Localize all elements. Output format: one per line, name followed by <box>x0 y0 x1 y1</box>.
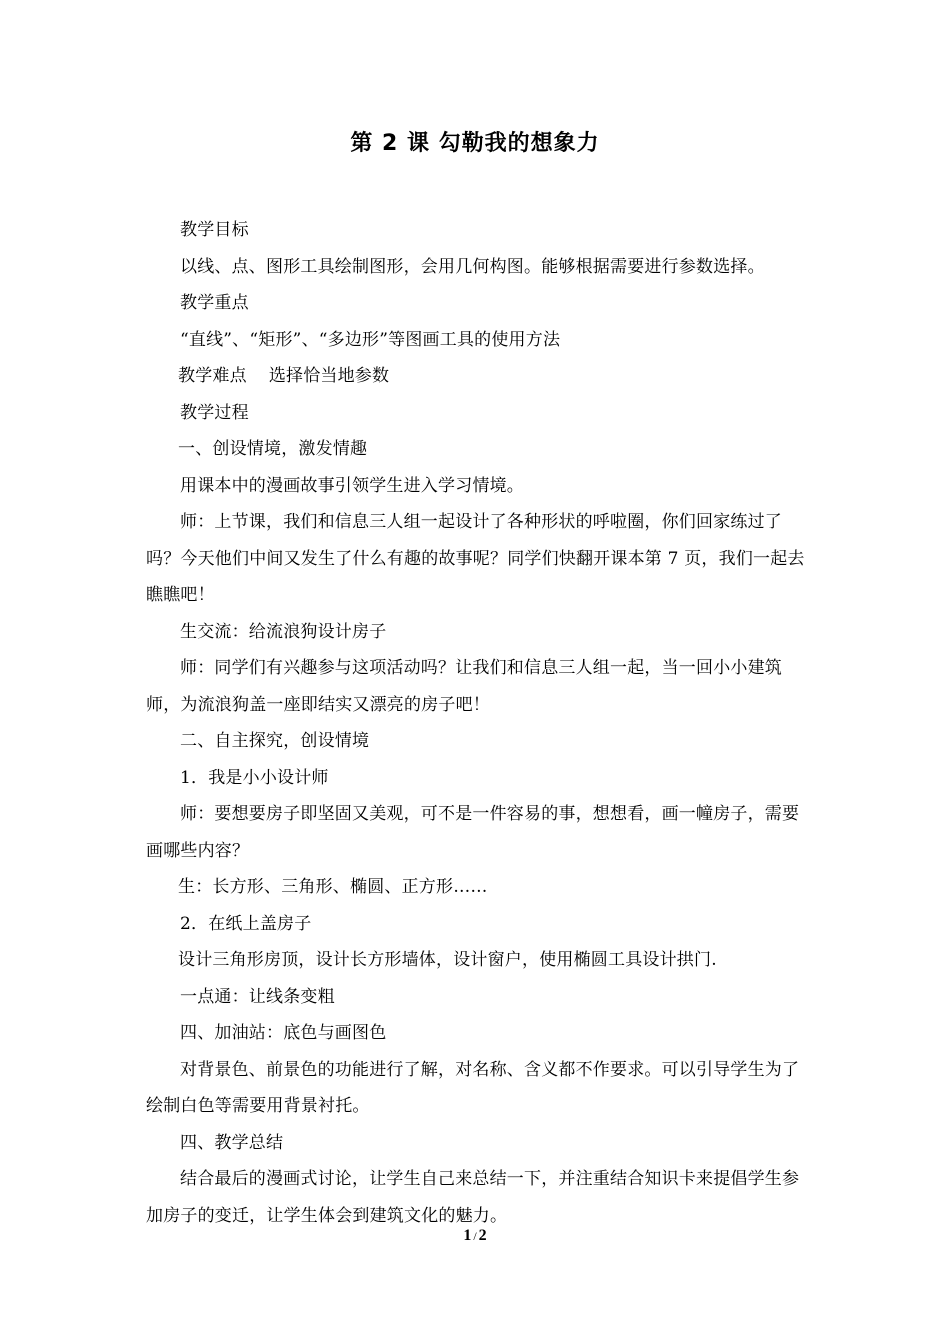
page-separator: / <box>473 1229 477 1243</box>
paragraph: 对背景色、前景色的功能进行了解，对名称、含义都不作要求。可以引导学生为了绘制白色等需要用背景衬托。 <box>146 1059 800 1116</box>
paragraph: 结合最后的漫画式讨论，让学生自己来总结一下，并注重结合知识卡来提倡学生参加房子的变迁，让学生体会到建筑文化的魅力。 <box>146 1169 800 1226</box>
paragraph: 教学重点 <box>180 293 249 313</box>
paragraph: 二、自主探究，创设情境 <box>180 731 370 751</box>
paragraph: 生：长方形、三角形、椭圆、正方形…… <box>178 877 488 897</box>
paragraph: 用课本中的漫画故事引领学生进入学习情境。 <box>180 475 524 496</box>
paragraph: 一、创设情境，激发情趣 <box>178 439 368 459</box>
paragraph: 一点通：让线条变粗 <box>180 986 335 1007</box>
paragraph-difficulty <box>146 358 812 395</box>
paragraph: 四、教学总结 <box>180 1132 284 1153</box>
difficulty-label: 教学难点 <box>178 366 247 386</box>
paragraph: 四、加油站：底色与画图色 <box>180 1023 387 1043</box>
current-page: 1 <box>463 1227 472 1244</box>
paragraph: 1．我是小小设计师 <box>180 767 329 788</box>
paragraph: 师：上节课，我们和信息三人组一起设计了各种形状的呼啦圈，你们回家练过了吗？今天他们中间又发生了什么有趣的故事呢？同学们快翻开课本第 7 页，我们一起去瞧瞧吧！ <box>146 512 805 605</box>
paragraph: 以线、点、图形工具绘制图形，会用几何构图。能够根据需要进行参数选择。 <box>180 256 765 277</box>
paragraph: 设计三角形房顶，设计长方形墙体，设计窗户，使用椭圆工具设计拱门. <box>178 950 717 970</box>
total-pages: 2 <box>478 1227 487 1244</box>
paragraph: 教学过程 <box>180 402 249 423</box>
document-body <box>146 212 812 1234</box>
paragraph: 教学目标 <box>180 220 249 240</box>
difficulty-value: 选择恰当地参数 <box>268 366 390 386</box>
paragraph: 2．在纸上盖房子 <box>180 913 312 934</box>
paragraph: 师：要想要房子即坚固又美观，可不是一件容易的事，想想看，画一幢房子，需要画哪些内容？ <box>146 804 800 861</box>
paragraph: 师：同学们有兴趣参与这项活动吗？让我们和信息三人组一起，当一回小小建筑师，为流浪狗盖一座即结实又漂亮的房子吧！ <box>146 658 782 715</box>
paragraph: 生交流：给流浪狗设计房子 <box>180 621 387 642</box>
page-number <box>0 1227 950 1245</box>
paragraph: “直线”、“矩形”、“多边形”等图画工具的使用方法 <box>180 329 561 350</box>
page-title: 第 2 课 勾勒我的想象力 <box>350 131 600 156</box>
